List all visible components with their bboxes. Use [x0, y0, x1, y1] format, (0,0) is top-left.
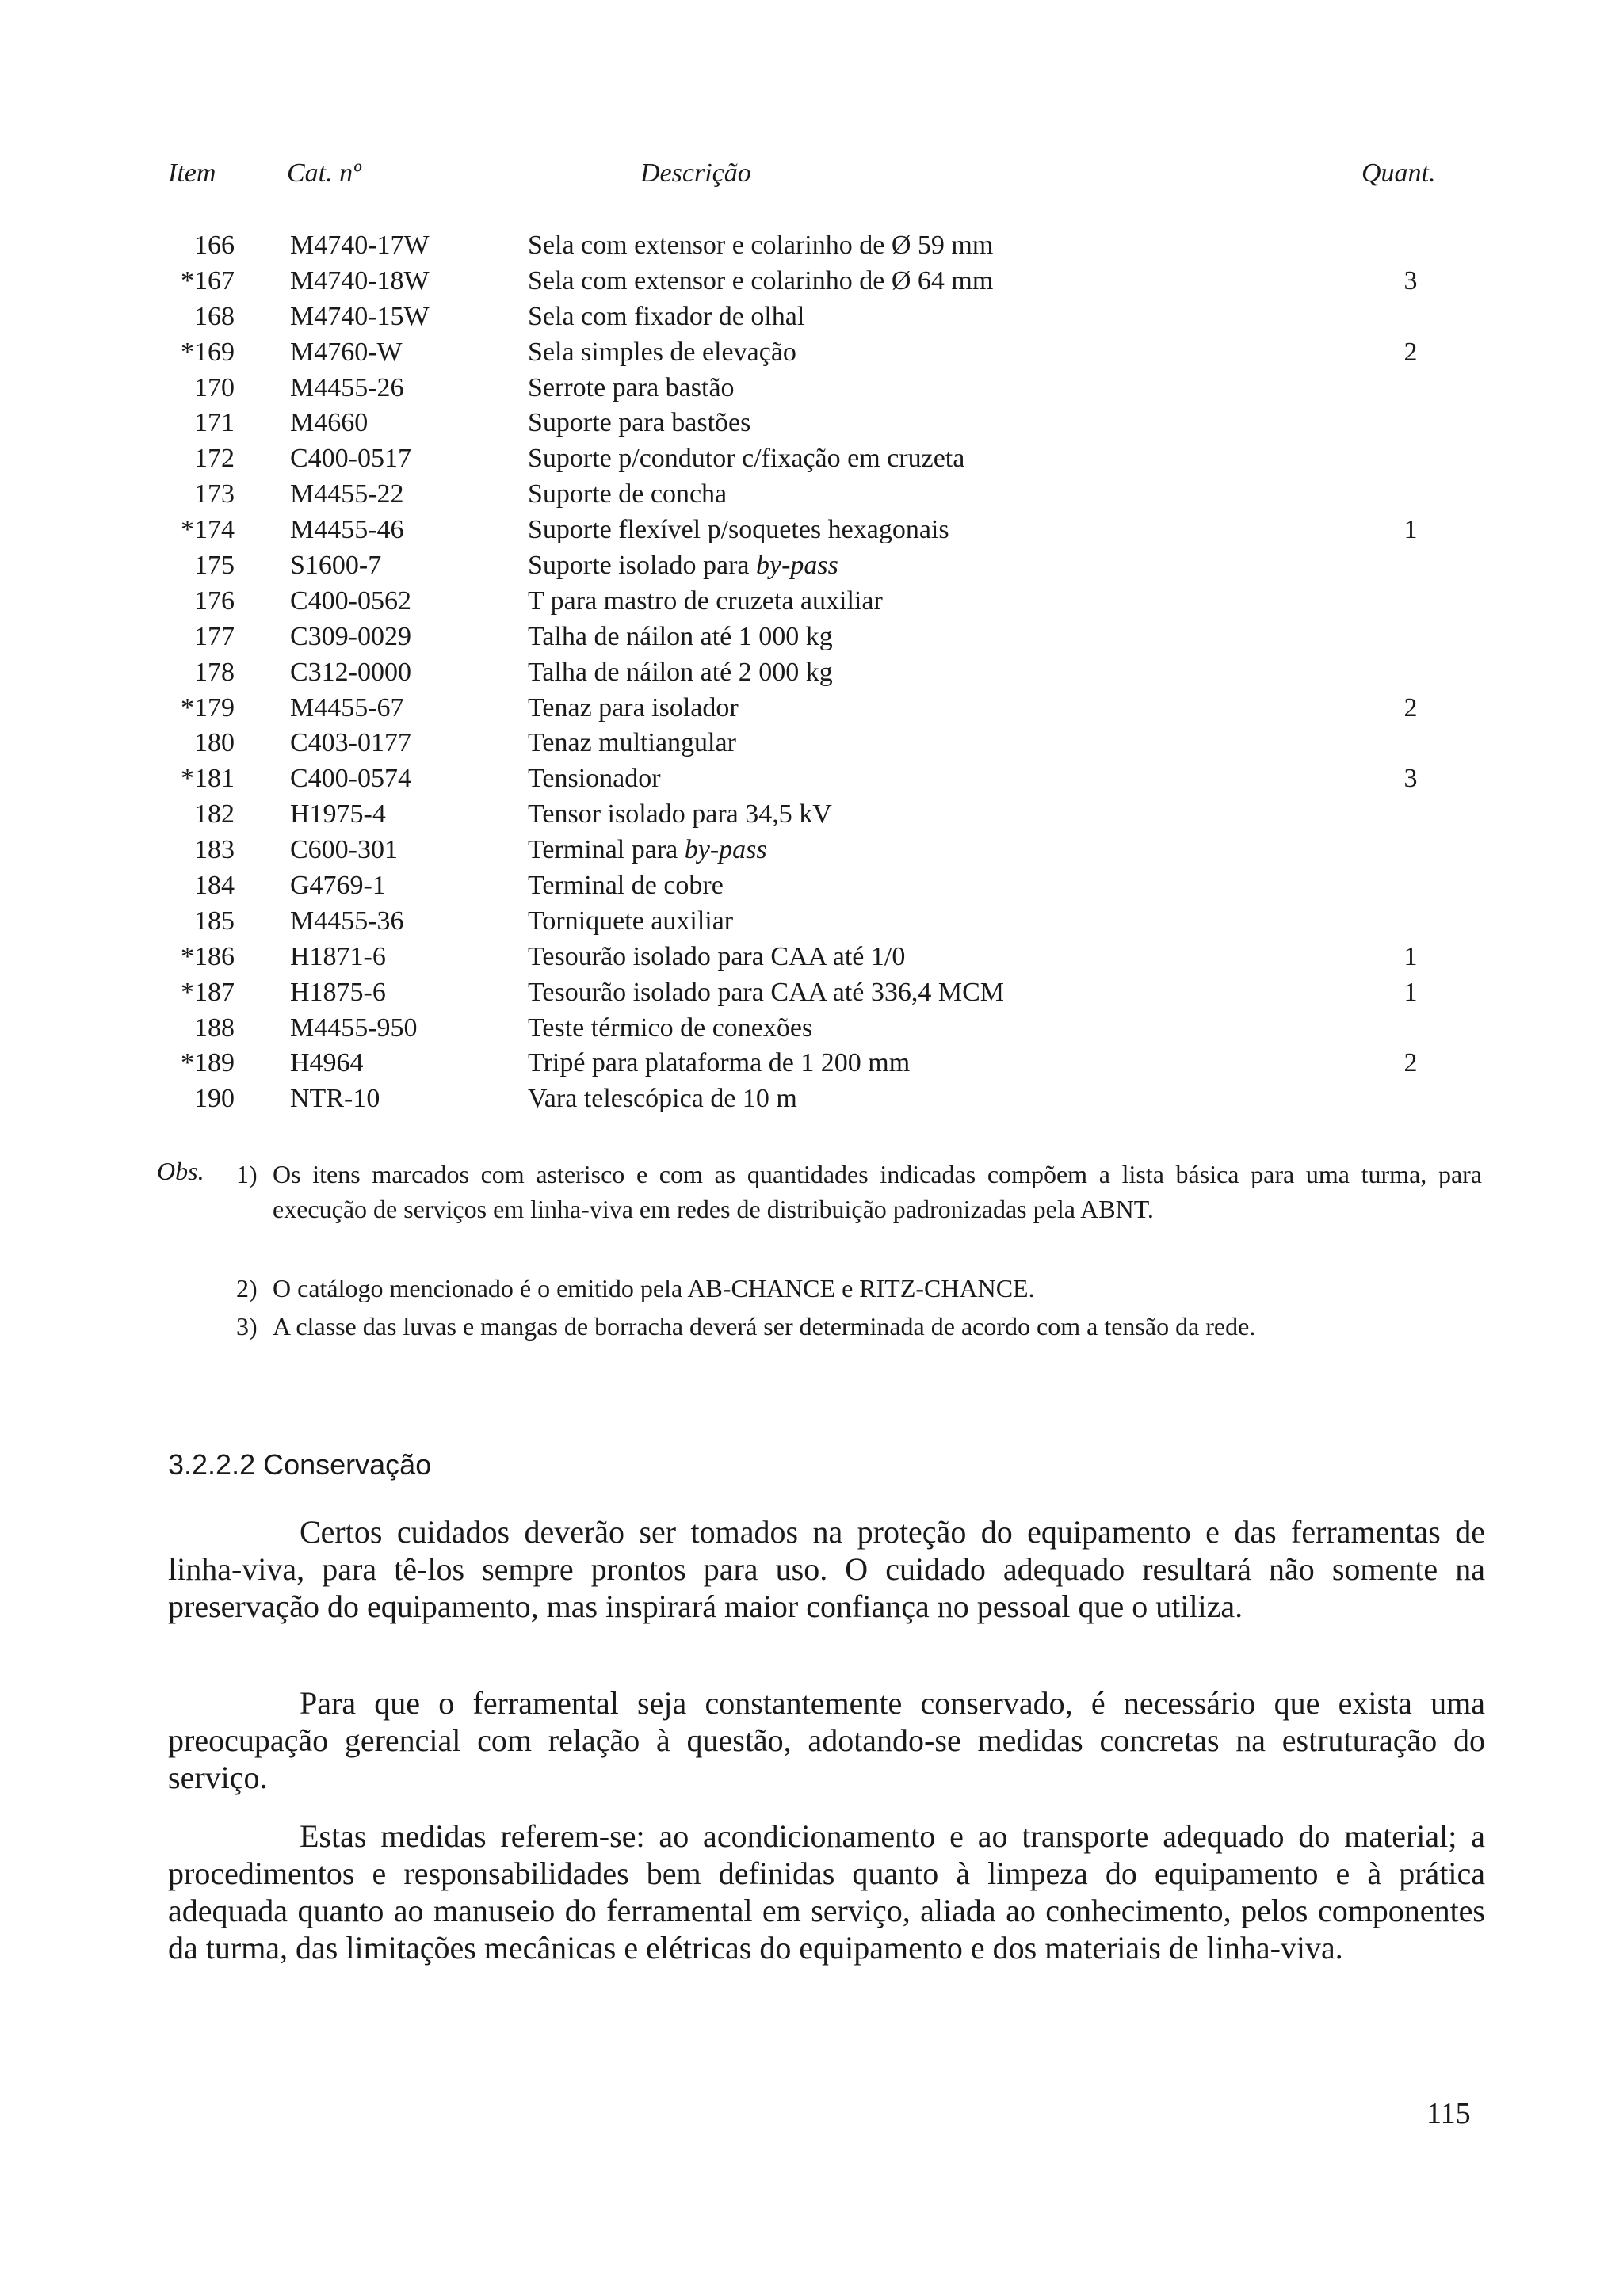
table-row: [0, 584, 1623, 620]
obs-item: [236, 1309, 1482, 1344]
catalog-number: M4455-36: [290, 906, 404, 936]
table-row: [0, 691, 1623, 727]
item-number: *167: [181, 265, 235, 296]
description: Suporte flexível p/soquetes hexagonais: [528, 515, 949, 545]
description: Suporte para bastões: [528, 408, 751, 438]
catalog-number: M4660: [290, 408, 369, 438]
table-row: [0, 868, 1623, 904]
description: Suporte de concha: [528, 479, 727, 509]
description: Tensionador: [528, 764, 661, 794]
catalog-number: M4455-67: [290, 692, 404, 723]
catalog-number: H1975-4: [290, 799, 386, 830]
item-number: 180: [194, 728, 235, 758]
description: Sela com fixador de olhal: [528, 301, 805, 331]
paragraph: Para que o ferramental seja constantemente conservado, é necessário que exista uma preocupação gerencial com relação à questão, adotando-se medidas concretas na estruturação do serviço.: [168, 1685, 1485, 1795]
description: T para mastro de cruzeta auxiliar: [528, 585, 883, 616]
item-number: 166: [194, 231, 235, 260]
description: Talha de náilon até 1 000 kg: [528, 621, 833, 651]
item-number: 171: [194, 408, 235, 438]
obs-number: 2): [236, 1274, 258, 1302]
table-row: [0, 513, 1623, 548]
table-row: [0, 335, 1623, 371]
item-number: 173: [194, 479, 235, 509]
description: Sela simples de elevação: [528, 337, 796, 367]
paragraph: Certos cuidados deverão ser tomados na proteção do equipamento e das ferramentas de linha-viva, para tê-los sempre prontos para uso. O cuidado adequado resultará não somente na preservação do equipamento, mas inspirará maior confiança no pessoal que o utiliza.: [168, 1514, 1485, 1624]
obs-number: 3): [236, 1312, 258, 1341]
table-row: [0, 371, 1623, 406]
description: Suporte p/condutor c/fixação em cruzeta: [528, 444, 965, 474]
catalog-number: C312-0000: [290, 657, 411, 687]
quantity: 1: [1403, 515, 1418, 545]
item-number: 182: [194, 799, 235, 830]
table-row: [0, 228, 1623, 264]
header-quant: Quant.: [1361, 158, 1436, 188]
quantity: 3: [1403, 265, 1418, 296]
catalog-number: M4740-15W: [290, 301, 430, 331]
table-row: [0, 940, 1623, 975]
item-number: 190: [194, 1084, 235, 1114]
quantity: 2: [1403, 692, 1418, 723]
catalog-number: C309-0029: [290, 621, 411, 651]
item-number: *186: [181, 941, 235, 971]
table-row: [0, 1046, 1623, 1081]
item-number: 176: [194, 585, 235, 616]
item-number: 185: [194, 906, 235, 936]
obs-text: Os itens marcados com asterisco e com as quantidades indicadas compõem a lista básica para uma turma, para execução de serviços em linha-viva em redes de distribuição padronizadas pela ABNT.: [273, 1160, 1482, 1223]
table-row: [0, 620, 1623, 655]
item-number: 177: [194, 621, 235, 651]
description: Tesourão isolado para CAA até 336,4 MCM: [528, 977, 1005, 1007]
catalog-number: S1600-7: [290, 551, 382, 581]
table-row: [0, 761, 1623, 797]
description: Tensor isolado para 34,5 kV: [528, 799, 832, 830]
header-cat: Cat. nº: [287, 158, 361, 188]
item-number: *169: [181, 337, 235, 367]
description: Talha de náilon até 2 000 kg: [528, 657, 833, 687]
page-number: 115: [1426, 2097, 1471, 2130]
table-row: [0, 833, 1623, 868]
table-row: [0, 441, 1623, 477]
item-number: *187: [181, 977, 235, 1007]
description: Tenaz para isolador: [528, 692, 739, 723]
description-italic: by-pass: [756, 551, 838, 581]
table-row: [0, 1081, 1623, 1117]
quantity: 2: [1403, 1048, 1418, 1078]
catalog-number: M4455-26: [290, 372, 404, 402]
obs-label: Obs.: [157, 1157, 204, 1185]
paragraph: Estas medidas referem-se: ao acondicionamento e ao transporte adequado do material; a procedimentos e responsabilidades bem definidas quanto à limpeza do equipamento e à prática adequada quanto ao manuseio do ferramental em serviço, aliada ao conhecimento, pelos componentes da turma, das limitações mecânicas e elétricas do equipamento e dos materiais de linha-viva.: [168, 1818, 1485, 1966]
table-row: [0, 406, 1623, 441]
table-row: [0, 655, 1623, 691]
item-number: *181: [181, 764, 235, 794]
equipment-table: [0, 228, 1623, 1117]
catalog-number: M4455-22: [290, 479, 404, 509]
catalog-number: M4760-W: [290, 337, 403, 367]
obs-item: [236, 1271, 1482, 1306]
obs-text: A classe das luvas e mangas de borracha deverá ser determinada de acordo com a tensão da rede.: [273, 1312, 1256, 1341]
item-number: *179: [181, 692, 235, 723]
quantity: 2: [1403, 337, 1418, 367]
catalog-number: G4769-1: [290, 871, 386, 901]
table-row: [0, 726, 1623, 761]
item-number: 183: [194, 835, 235, 865]
table-row: [0, 1011, 1623, 1047]
obs-text: O catálogo mencionado é o emitido pela AB-CHANCE e RITZ-CHANCE.: [273, 1274, 1035, 1302]
catalog-number: M4740-18W: [290, 265, 430, 296]
quantity: 1: [1403, 941, 1418, 971]
item-number: *174: [181, 515, 235, 545]
table-row: [0, 477, 1623, 513]
catalog-number: M4455-950: [290, 1013, 418, 1043]
description-italic: by-pass: [684, 835, 767, 865]
catalog-number: NTR-10: [290, 1084, 380, 1114]
table-row: [0, 904, 1623, 940]
item-number: 178: [194, 657, 235, 687]
description: [528, 833, 767, 868]
item-number: 170: [194, 372, 235, 402]
catalog-number: C600-301: [290, 835, 398, 865]
description: Torniquete auxiliar: [528, 906, 734, 936]
catalog-number: C400-0574: [290, 764, 411, 794]
catalog-number: C403-0177: [290, 728, 411, 758]
description: Tesourão isolado para CAA até 1/0: [528, 941, 906, 971]
header-desc: Descrição: [640, 158, 751, 188]
description: Tripé para plataforma de 1 200 mm: [528, 1048, 911, 1078]
header-item: Item: [168, 158, 216, 188]
description-text: Suporte isolado para: [528, 551, 756, 581]
catalog-number: M4455-46: [290, 515, 404, 545]
description: Tenaz multiangular: [528, 728, 736, 758]
section-title: 3.2.2.2 Conservação: [168, 1448, 432, 1481]
obs-number: 1): [236, 1160, 258, 1188]
description-text: Terminal para: [528, 835, 685, 865]
table-row: [0, 299, 1623, 335]
description: Sela com extensor e colarinho de Ø 59 mm: [528, 231, 994, 260]
item-number: 175: [194, 551, 235, 581]
catalog-number: H1875-6: [290, 977, 386, 1007]
item-number: 184: [194, 871, 235, 901]
item-number: *189: [181, 1048, 235, 1078]
catalog-number: H1871-6: [290, 941, 386, 971]
description: Vara telescópica de 10 m: [528, 1084, 797, 1114]
description: [528, 548, 838, 584]
catalog-number: H4964: [290, 1048, 364, 1078]
table-row: [0, 548, 1623, 584]
quantity: 1: [1403, 977, 1418, 1007]
item-number: 172: [194, 444, 235, 474]
description: Sela com extensor e colarinho de Ø 64 mm: [528, 265, 994, 296]
catalog-number: M4740-17W: [290, 231, 430, 260]
item-number: 168: [194, 301, 235, 331]
catalog-number: C400-0517: [290, 444, 411, 474]
table-row: [0, 264, 1623, 299]
quantity: 3: [1403, 764, 1418, 794]
table-row: [0, 975, 1623, 1011]
obs-item: [236, 1157, 1482, 1226]
description: Terminal de cobre: [528, 871, 724, 901]
catalog-number: C400-0562: [290, 585, 411, 616]
description: Teste térmico de conexões: [528, 1013, 813, 1043]
description: Serrote para bastão: [528, 372, 735, 402]
table-row: [0, 797, 1623, 833]
item-number: 188: [194, 1013, 235, 1043]
